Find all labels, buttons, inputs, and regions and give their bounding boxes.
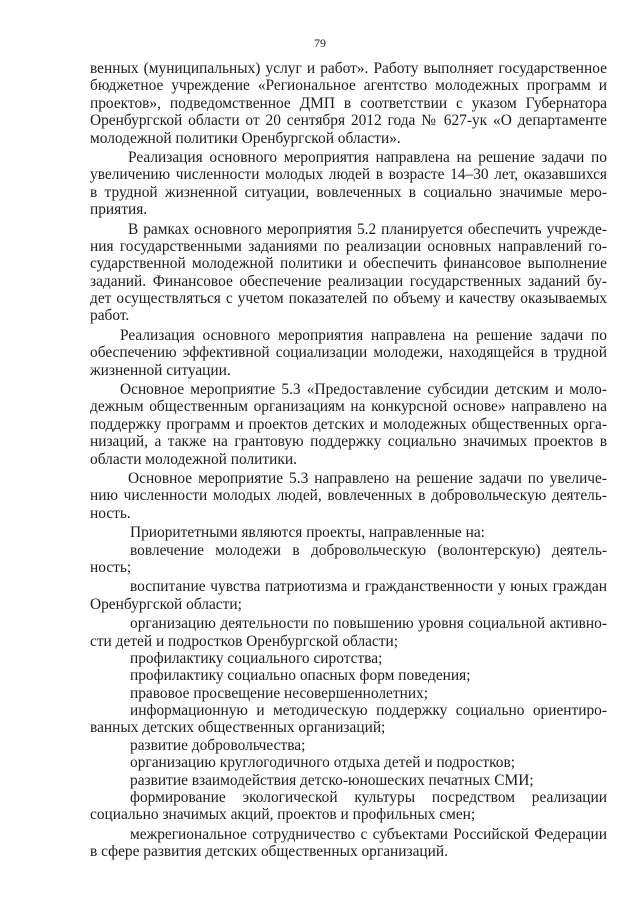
text-line: В рамках основного мероприятия 5.2 планируется обеспечить учрежде- [128,220,607,238]
text-line: дет осуществляться с учетом показателей по объему и качеству оказываемых [90,290,607,308]
text-line: проектов», подведомственное ДМП в соответствии с указом Губернатора [90,94,607,112]
text-line: Оренбургской области; [90,595,242,613]
text-line: поддержку программ и проектов детских и молодежных общественных орга- [90,415,607,433]
text-line: нию численности молодых людей, вовлеченных в добровольческую деятель- [90,487,607,505]
text-line: организацию деятельности по повышению уровня социальной активно- [130,615,607,633]
text-line: межрегиональное сотрудничество с субъектами Российской Федерации [130,825,607,843]
text-line: сти детей и подростков Оренбургской области; [90,632,399,650]
text-line: вовлечение молодежи в добровольческую (волонтерскую) деятель- [130,541,607,559]
text-line: ния государственными заданиями по реализации основных направлений го- [90,237,607,255]
text-line: приятия. [90,201,148,219]
text-line: молодежной политики Оренбургской области». [90,129,401,147]
text-line: работ. [90,307,130,325]
text-line: Основное мероприятие 5.3 «Предоставление субсидии детским и моло- [120,381,607,399]
text-line: формирование экологической культуры посредством реализации [130,789,607,807]
text-line: Основное мероприятие 5.3 направлено на решение задачи по увеличе- [128,469,607,487]
text-line: Приоритетными являются проекты, направленные на: [130,524,485,542]
text-line: обеспечению эффективной социализации молодежи, находящейся в трудной [90,344,607,362]
text-line: венных (муниципальных) услуг и работ». Работу выполняет государственное [90,60,607,77]
text-line: Реализация основного мероприятия направлена на решение задачи по [128,148,607,166]
text-line: в сфере развития детских общественных организаций. [90,843,448,861]
text-line: Реализация основного мероприятия направлена на решение задачи по [120,326,607,344]
text-line: правовое просвещение несовершеннолетних; [130,684,429,702]
text-line: области молодежной политики. [90,450,297,468]
text-line: развитие взаимодействия детско-юношеских печатных СМИ; [130,771,534,789]
text-line: жизненной ситуации. [90,361,231,379]
text-line: развитие добровольчества; [130,736,306,754]
text-line: заданий. Финансовое обеспечение реализации государственных заданий бу- [90,272,607,290]
text-line: ность; [90,558,132,576]
text-line: увеличению численности молодых людей в возрасте 14–30 лет, оказавшихся [90,166,607,184]
text-line: ность. [90,504,131,522]
text-line: низаций, а также на грантовую поддержку социально значимых проектов в [90,433,607,451]
text-line: дежным общественным организациям на конкурсной основе» направлено на [90,398,607,416]
page-number: 79 [314,36,326,50]
body-text [90,60,607,861]
text-line: социально значимых акций, проектов и профильных смен; [90,806,476,824]
text-line: Оренбургской области от 20 сентября 2012 года № 627-ук «О департаменте [90,112,607,130]
text-line: бюджетное учреждение «Региональное агентство молодежных программ и [90,77,607,95]
text-line: профилактику социально опасных форм поведения; [130,667,471,685]
text-line: сударственной молодежной политики и обеспечить финансовое выполнение [90,255,607,273]
text-line: профилактику социального сиротства; [130,649,383,667]
text-line: воспитание чувства патриотизма и гражданственности у юных граждан [130,578,607,596]
text-line: информационную и методическую поддержку социально ориентиро- [130,702,607,720]
text-line: в трудной жизненной ситуации, вовлеченных в социально значимые меро- [90,183,607,201]
text-line: организацию круглогодичного отдыха детей и подростков; [130,754,516,772]
text-line: ванных детских общественных организаций; [90,719,386,737]
